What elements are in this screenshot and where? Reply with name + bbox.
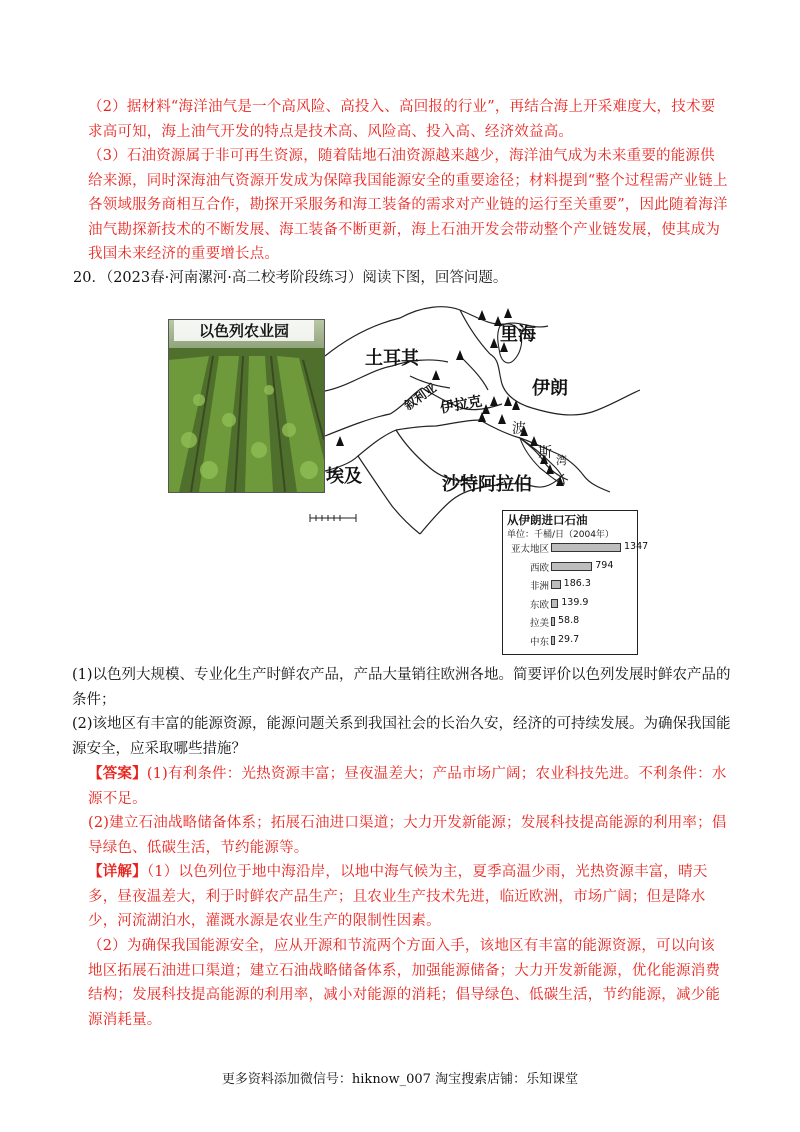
oil-chart-bar [551,617,555,626]
oil-import-chart [502,510,649,655]
label-gulf-3: 湾 [556,454,567,467]
photo-title: 以色列农业园 [174,320,314,341]
detail-2: （2）为确保我国能源安全，应从开源和节流两个方面入手，该地区有丰富的能源资源，可以向该地区拓展石油进口渠道；建立石油战略储备体系，加强能源储备；大力开发新能源，优化能源消费结构；发展科技提高能源的利用率，减小对能源的消耗；倡导绿色、低碳生活，节约能源，减少能源消耗量。 [88,938,721,1028]
oil-chart-row [503,634,637,648]
oil-chart-row [503,597,637,611]
answer-1-text: (1)有利条件：光热资源丰富；昼夜温差大；产品市场广阔；农业科技先进。不利条件：水源不足。 [88,766,727,807]
oil-chart-bar [551,599,558,608]
oil-chart-value: 58.8 [558,615,580,626]
oil-chart-bar [551,543,621,552]
israel-farm-photo [168,319,325,493]
map-figure [160,296,649,661]
oil-chart-value: 139.9 [561,596,589,608]
label-turkey: 土耳其 [365,348,419,369]
oil-chart-row [503,615,637,629]
label-iraq: 伊拉克 [439,393,484,417]
oil-chart-category: 拉美 [529,618,549,629]
oil-chart-category: 亚太地区 [510,544,549,555]
oil-chart-bar [551,636,555,645]
oil-chart-category: 非洲 [529,581,549,592]
detail-tag: 【详解】 [88,863,147,880]
oil-chart-category: 东欧 [529,599,549,611]
answer-tag: 【答案】 [88,765,147,782]
question-1: (1)以色列大规模、专业化生产时鲜农产品，产品大量销往欧洲各地。简要评价以色列发展时鲜农产品的条件； [72,667,731,708]
detail-1 [88,860,728,934]
label-saudi: 沙特阿拉伯 [442,474,532,495]
prev-answer-part3: （3）石油资源属于非可再生资源，随着陆地石油资源越来越少，海洋油气成为未来重要的能源供给来源，同时深海油气资源开发成为保障我国能源安全的重要途径；材料提到“整个过程需产业链上各领域服务商相互合作，勘探开采服务和海工装备的需求对产业链的运行至关重要”，因此随着海洋油气勘探新技术的不断发展、海工装备不断更新，海上石油开发会带动整个产业链发展，使其成为我国未来经济的重要增长点。 [88,148,728,262]
detail-1-text: （1）以色列位于地中海沿岸，以地中海气候为主，夏季高温少雨，光热资源丰富，晴天多，昼夜温差大，利于时鲜农产品生产；且农业生产技术先进，临近欧洲，市场广阔；但是降水少，河流湖泊水，灌溉水源是农业生产的限制性因素。 [88,864,708,929]
oil-chart-bar [551,580,561,589]
answer-2: (2)建立石油战略储备体系；拓展石油进口渠道；大力开发新能源；发展科技提高能源的利用率；倡导绿色、低碳生活，节约能源等。 [88,815,727,856]
question-title: 20．（2023春·河南漯河·高二校考阶段练习）阅读下图，回答问题。 [73,270,508,286]
oil-chart-value: 1347 [624,541,649,552]
page-footer: 更多资料添加微信号：hiknow_007 淘宝搜索店铺：乐知课堂 [221,1072,579,1087]
label-gulf-1: 波 [512,421,526,437]
oil-chart-bar [551,562,592,571]
oil-chart-title: 从伊朗进口石油 [507,513,588,527]
oil-chart-value: 794 [595,559,614,571]
oil-chart-row [503,560,637,574]
label-gulf-2: 斯 [538,445,552,461]
oil-chart-unit: 单位：千桶/日（2004年） [507,530,614,540]
oil-chart-value: 29.7 [558,633,580,645]
question-2: (2)该地区有丰富的能源资源，能源问题关系到我国社会的长治久安，经济的可持续发展。为确保我国能源安全，应采取哪些措施？ [72,716,731,757]
oil-chart-row [503,541,649,555]
prev-answer-part2: （2）据材料“海洋油气是一个高风险、高投入、高回报的行业”，再结合海上开采难度大，技术要求高可知，海上油气开发的特点是技术高、风险高、投入高、经济效益高。 [88,99,716,140]
oil-chart-row [503,578,637,592]
oil-chart-category: 中东 [529,636,549,648]
label-syria: 叙利亚 [401,380,440,413]
label-iran: 伊朗 [532,378,568,399]
label-egypt: 埃及 [326,466,362,487]
oil-chart-value: 186.3 [563,578,591,589]
label-caspian: 里海 [500,324,536,345]
oil-chart-category: 西欧 [529,562,549,574]
answer-1 [88,762,728,811]
